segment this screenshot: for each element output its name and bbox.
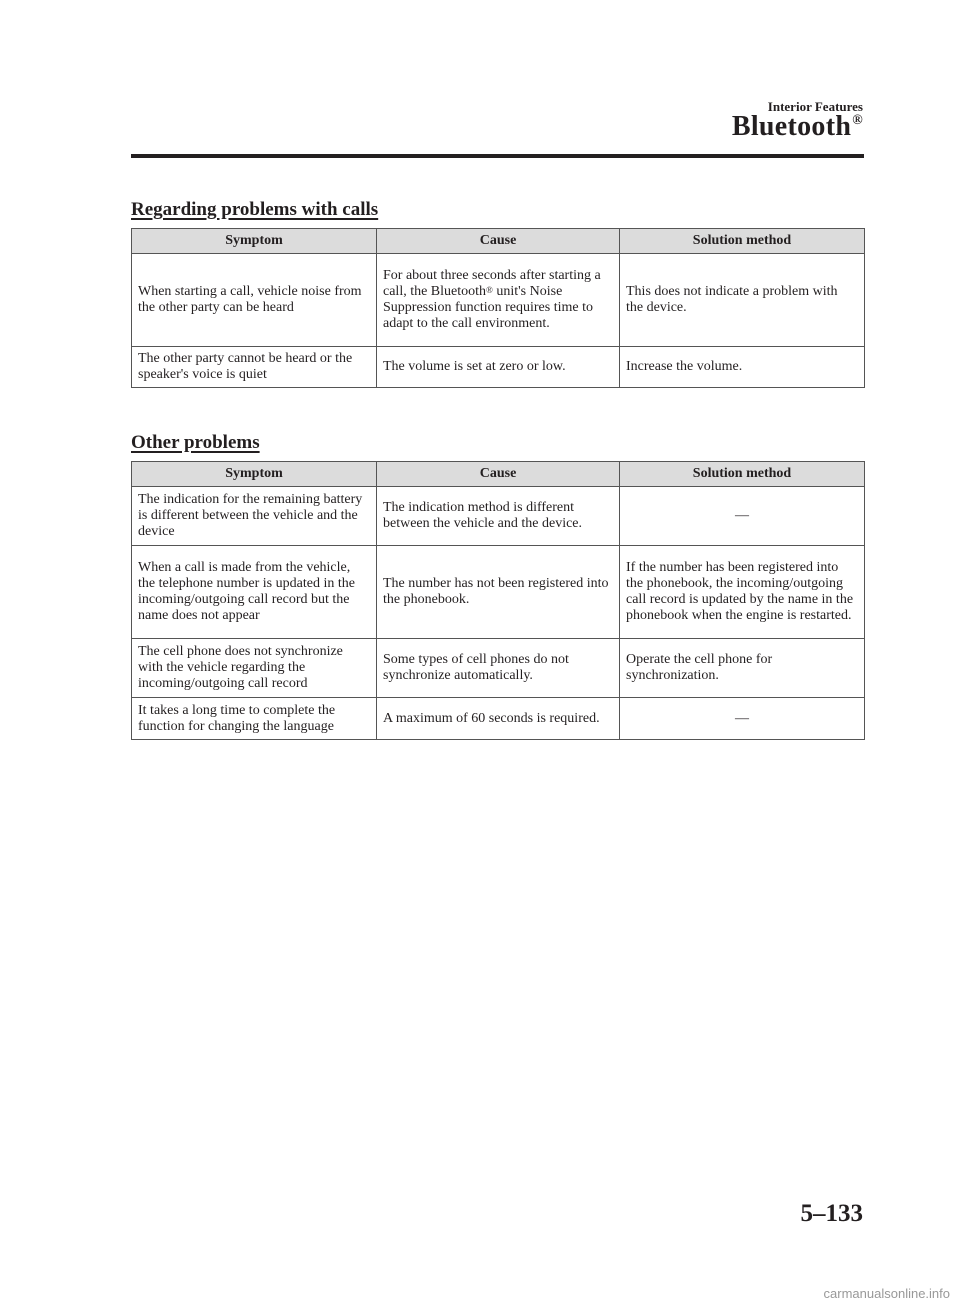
symptom-cell: It takes a long time to complete the function for changing the language <box>132 698 377 740</box>
cause-text: For about three seconds after starting a call, the Bluetooth <box>383 268 601 299</box>
cause-cell <box>377 254 620 347</box>
table-row <box>132 254 865 347</box>
cause-text: unit's Noise Suppression function requires time to adapt to the call environment. <box>383 284 593 331</box>
calls-heading: Regarding problems with calls <box>131 199 379 220</box>
table-row <box>132 546 865 639</box>
cause-cell: The indication method is different between the vehicle and the device. <box>377 487 620 546</box>
other-heading: Other problems <box>131 432 260 453</box>
symptom-cell: When a call is made from the vehicle, the telephone number is updated in the incoming/outgoing call record but the name does not appear <box>132 546 377 639</box>
symptom-cell: The other party cannot be heard or the speaker's voice is quiet <box>132 347 377 388</box>
col-header-cause: Cause <box>377 229 620 254</box>
page-number: 5–133 <box>800 1200 863 1227</box>
col-header-cause: Cause <box>377 462 620 487</box>
table-header-row <box>132 462 865 487</box>
cause-cell: Some types of cell phones do not synchronize automatically. <box>377 639 620 698</box>
symptom-cell: The indication for the remaining battery is different between the vehicle and the device <box>132 487 377 546</box>
chapter-title <box>732 111 863 143</box>
header-rule <box>131 154 864 158</box>
section-label: Interior Features <box>767 99 863 114</box>
calls-table <box>131 228 865 388</box>
other-table <box>131 461 865 740</box>
solution-cell: Operate the cell phone for synchronization. <box>620 639 865 698</box>
chapter-title-text: Bluetooth <box>731 111 852 142</box>
table-row <box>132 347 865 388</box>
table-row <box>132 487 865 546</box>
col-header-symptom: Symptom <box>132 229 377 254</box>
col-header-symptom: Symptom <box>132 462 377 487</box>
cause-cell: A maximum of 60 seconds is required. <box>377 698 620 740</box>
col-header-solution: Solution method <box>620 462 865 487</box>
symptom-cell: The cell phone does not synchronize with the vehicle regarding the incoming/outgoing call record <box>132 639 377 698</box>
solution-cell: — <box>620 487 865 546</box>
cause-cell: The volume is set at zero or low. <box>377 347 620 388</box>
registered-mark: ® <box>486 285 493 295</box>
footer-watermark: carmanualsonline.info <box>823 1286 950 1301</box>
solution-cell: If the number has been registered into the phonebook, the incoming/outgoing call record is updated by the name in the phonebook when the engine is restarted. <box>620 546 865 639</box>
cause-cell: The number has not been registered into the phonebook. <box>377 546 620 639</box>
table-row <box>132 639 865 698</box>
solution-cell: Increase the volume. <box>620 347 865 388</box>
col-header-solution: Solution method <box>620 229 865 254</box>
solution-cell: — <box>620 698 865 740</box>
solution-cell: This does not indicate a problem with the device. <box>620 254 865 347</box>
registered-mark: ® <box>852 113 863 128</box>
symptom-cell: When starting a call, vehicle noise from the other party can be heard <box>132 254 377 347</box>
table-row <box>132 698 865 740</box>
table-header-row <box>132 229 865 254</box>
